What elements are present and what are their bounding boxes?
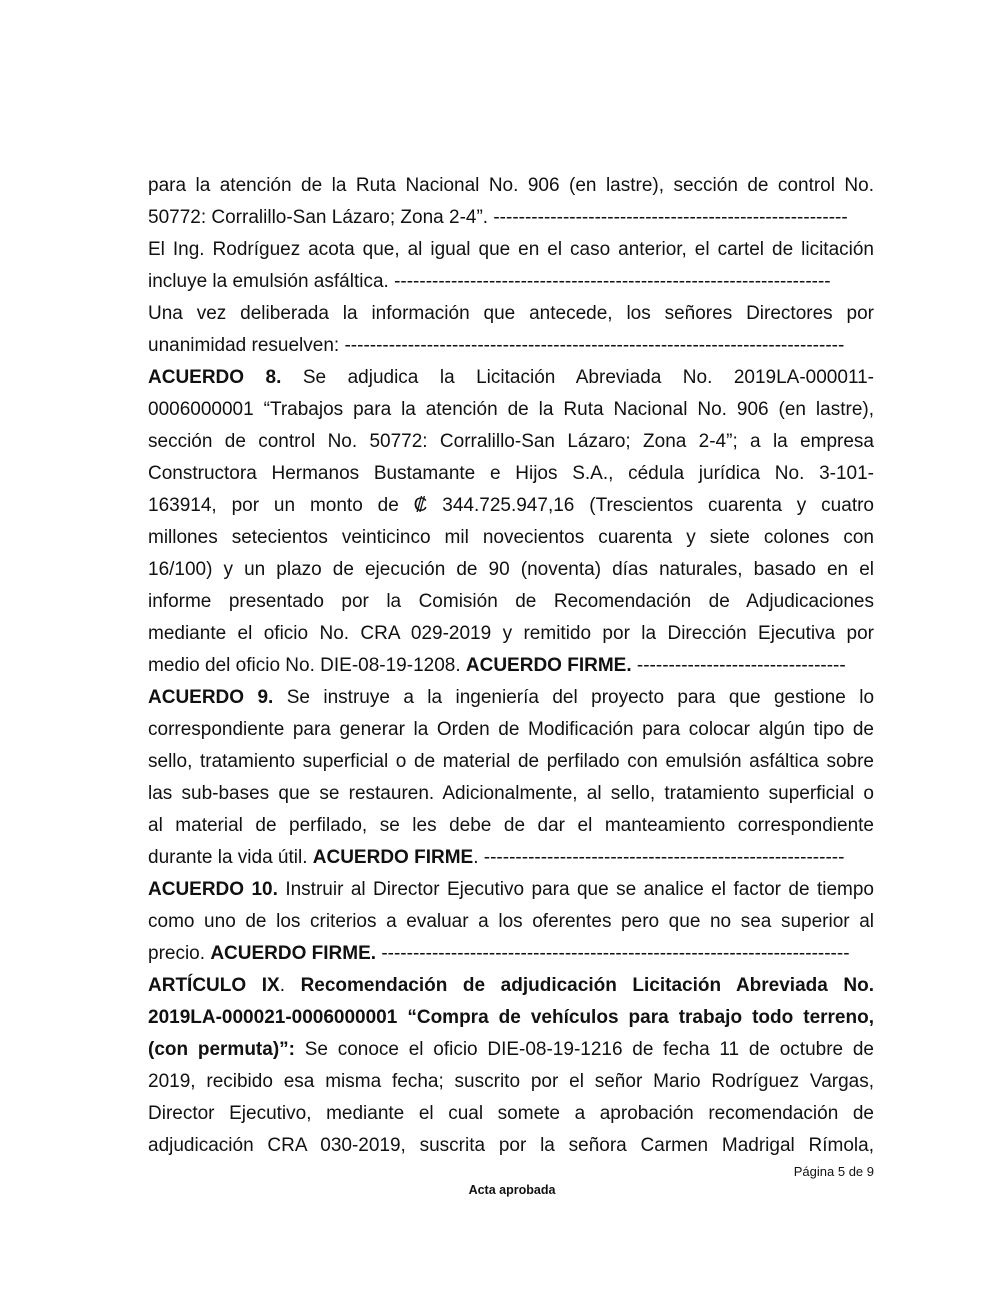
text-run: sello, tratamiento superficial o de material de perfilado con emulsión asfáltica sobre: [148, 751, 874, 772]
text-line: [148, 522, 874, 554]
text-run: mediante el oficio No. CRA 029-2019 y remitido por la Dirección Ejecutiva por: [148, 623, 874, 644]
bold-text-run: ACUERDO 10.: [148, 879, 278, 900]
text-line: [148, 298, 874, 330]
text-run: informe presentado por la Comisión de Recomendación de Adjudicaciones: [148, 591, 874, 612]
approval-note: Acta aprobada: [468, 1183, 556, 1197]
text-line: [148, 682, 874, 714]
text-line: [148, 714, 874, 746]
text-run: como uno de los criterios a evaluar a los oferentes pero que no sea superior al: [148, 911, 874, 932]
bold-text-run: ACUERDO FIRME.: [465, 655, 632, 676]
text-run: unanimidad resuelven: -------------------------------------------------------------------------------: [148, 335, 845, 356]
text-run: incluye la emulsión asfáltica. ---------------------------------------------------------------------: [148, 271, 831, 292]
text-line: [148, 778, 874, 810]
bold-text-run: ARTÍCULO IX: [148, 975, 280, 996]
text-run: 50772: Corralillo-San Lázaro; Zona 2-4”. --------------------------------------------------------: [148, 207, 848, 228]
text-run: adjudicación CRA 030-2019, suscrita por la señora Carmen Madrigal Rímola,: [148, 1135, 874, 1156]
text-run: .: [279, 975, 301, 996]
text-line: [148, 938, 874, 970]
text-run: 163914, por un monto de ₡ 344.725.947,16 (Trescientos cuarenta y cuatro: [148, 495, 874, 516]
text-run: El Ing. Rodríguez acota que, al igual que en el caso anterior, el cartel de licitación: [148, 239, 874, 260]
text-line: [148, 490, 874, 522]
bold-text-run: (con permuta)”:: [148, 1039, 295, 1060]
bold-text-run: ACUERDO FIRME: [312, 847, 474, 868]
text-line: [148, 906, 874, 938]
text-run: durante la vida útil.: [148, 847, 313, 868]
text-line: [148, 202, 874, 234]
text-run: Se adjudica la Licitación Abreviada No. 2019LA-000011-: [281, 367, 874, 388]
text-line: [148, 618, 874, 650]
text-run: para la atención de la Ruta Nacional No. 906 (en lastre), sección de control No.: [148, 175, 874, 196]
text-run: Se instruye a la ingeniería del proyecto para que gestione lo: [273, 687, 874, 708]
text-line: [148, 586, 874, 618]
document-body: [148, 170, 874, 1162]
text-line: [148, 426, 874, 458]
page-number: Página 5 de 9: [793, 1164, 874, 1179]
text-run: --------------------------------------------------------------------------: [376, 943, 850, 964]
text-run: Instruir al Director Ejecutivo para que se analice el factor de tiempo: [277, 879, 874, 900]
text-line: [148, 362, 874, 394]
bold-text-run: ACUERDO 8.: [148, 367, 282, 388]
text-line: [148, 1002, 874, 1034]
text-line: [148, 970, 874, 1002]
text-line: [148, 330, 874, 362]
text-line: [148, 266, 874, 298]
text-line: [148, 394, 874, 426]
text-run: Constructora Hermanos Bustamante e Hijos S.A., cédula jurídica No. 3-101-: [148, 463, 874, 484]
text-run: Una vez deliberada la información que antecede, los señores Directores por: [148, 303, 874, 324]
bold-text-run: ACUERDO 9.: [148, 687, 274, 708]
text-line: [148, 554, 874, 586]
text-line: [148, 1034, 874, 1066]
text-run: precio.: [148, 943, 211, 964]
bold-text-run: ACUERDO FIRME.: [210, 943, 377, 964]
text-line: [148, 1066, 874, 1098]
text-run: . ---------------------------------------------------------: [473, 847, 845, 868]
text-line: [148, 458, 874, 490]
bold-text-run: 2019LA-000021-0006000001 “Compra de vehículos para trabajo todo terreno,: [148, 1007, 874, 1028]
text-run: sección de control No. 50772: Corralillo-San Lázaro; Zona 2-4”; a la empresa: [148, 431, 874, 452]
text-run: las sub-bases que se restauren. Adicionalmente, al sello, tratamiento superficial o: [148, 783, 874, 804]
text-line: [148, 746, 874, 778]
text-line: [148, 1130, 874, 1162]
text-line: [148, 170, 874, 202]
text-run: 0006000001 “Trabajos para la atención de la Ruta Nacional No. 906 (en lastre),: [148, 399, 874, 420]
text-run: 16/100) y un plazo de ejecución de 90 (noventa) días naturales, basado en el: [148, 559, 874, 580]
text-line: [148, 810, 874, 842]
text-line: [148, 1098, 874, 1130]
text-run: Director Ejecutivo, mediante el cual somete a aprobación recomendación de: [148, 1103, 874, 1124]
text-run: medio del oficio No. DIE-08-19-1208.: [148, 655, 466, 676]
bold-text-run: Recomendación de adjudicación Licitación Abreviada No.: [300, 975, 874, 996]
text-line: [148, 650, 874, 682]
text-run: al material de perfilado, se les debe de dar el manteamiento correspondiente: [148, 815, 874, 836]
text-run: ---------------------------------: [631, 655, 846, 676]
text-line: [148, 874, 874, 906]
text-line: [148, 234, 874, 266]
text-run: Se conoce el oficio DIE-08-19-1216 de fecha 11 de octubre de: [294, 1039, 874, 1060]
text-run: correspondiente para generar la Orden de Modificación para colocar algún tipo de: [148, 719, 874, 740]
text-run: millones setecientos veinticinco mil novecientos cuarenta y siete colones con: [148, 527, 874, 548]
text-line: [148, 842, 874, 874]
text-run: 2019, recibido esa misma fecha; suscrito por el señor Mario Rodríguez Vargas,: [148, 1071, 874, 1092]
